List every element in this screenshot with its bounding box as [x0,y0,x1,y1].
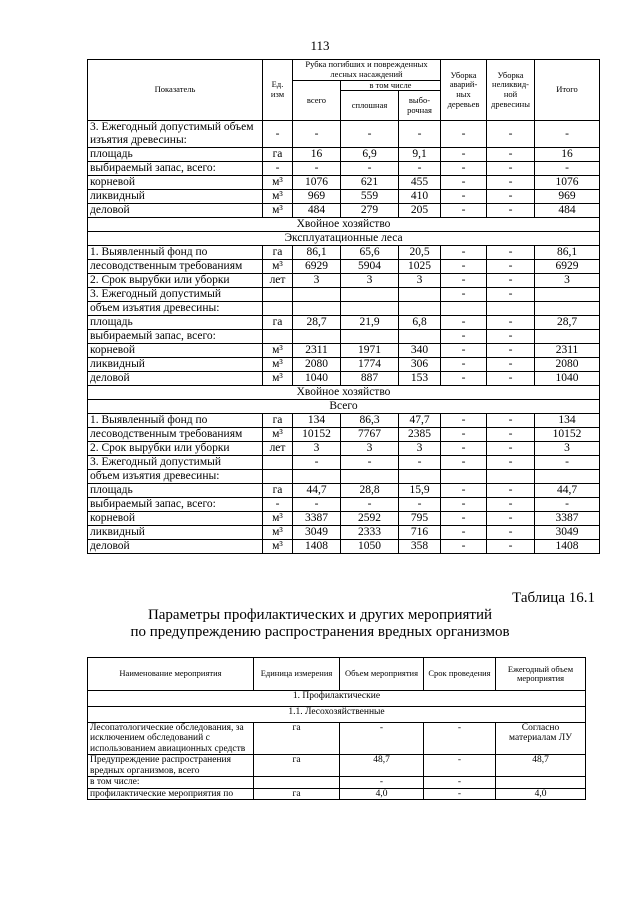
table-cell: 3387 [535,511,600,525]
table-cell [341,301,399,315]
table-cell: - [487,329,535,343]
table-cell: 484 [535,203,600,217]
table-cell: 86,1 [293,245,341,259]
table-row [88,525,600,539]
table-cell: 16 [535,147,600,161]
section-heading: Эксплуатационные леса [88,231,600,245]
table-cell: - [341,161,399,175]
table-cell [535,329,600,343]
header-incl: в том числе [341,80,441,91]
table-cell: 20,5 [399,245,441,259]
table-cell: - [441,497,487,511]
table-cell [399,301,441,315]
table-cell: - [487,161,535,175]
table-cell: 1774 [341,357,399,371]
table-cell: - [487,259,535,273]
table-row [88,511,600,525]
table-cell: 358 [399,539,441,553]
table-row [88,343,600,357]
table-cell: - [535,455,600,469]
table-cell: га [263,413,293,427]
section-heading: Всего [88,399,600,413]
table-cell: - [487,189,535,203]
table-cell: - [487,483,535,497]
measures-table-body [88,691,586,800]
table-cell: 795 [399,511,441,525]
felling-table-body [88,121,600,553]
table-cell: м³ [263,525,293,539]
table-cell: 1076 [293,175,341,189]
table-cell: 86,3 [341,413,399,427]
table-cell: 44,7 [293,483,341,497]
table-cell [254,777,340,788]
table-cell [341,287,399,301]
table-row [88,441,600,455]
table-cell: 3 [293,273,341,287]
felling-parameters-table [87,59,600,554]
table-cell: - [487,539,535,553]
table-cell: 28,7 [293,315,341,329]
table-cell: - [293,497,341,511]
table-cell: га [263,483,293,497]
table-cell: - [441,371,487,385]
table-cell: 9,1 [399,147,441,161]
table-title-line2: по предупреждению распространения вредных организмов [130,624,510,641]
table-cell: 44,7 [535,483,600,497]
header-itogo: Итого [535,60,600,121]
table-cell: 48,7 [496,755,586,777]
measure-name: в том числе: [88,777,254,788]
table-cell [263,301,293,315]
table-cell: 6929 [293,259,341,273]
table-row [88,539,600,553]
section-row [88,231,600,245]
table-cell: 1408 [535,539,600,553]
header-total: всего [293,80,341,121]
table-cell: 2333 [341,525,399,539]
table-cell: - [424,723,496,755]
table-cell: - [441,539,487,553]
table-cell: - [263,161,293,175]
table-cell: 306 [399,357,441,371]
table-cell: 1050 [341,539,399,553]
row-label: 3. Ежегодный допустимый [88,287,263,301]
table-cell: м³ [263,343,293,357]
table-cell: - [441,455,487,469]
section-heading: 1.1. Лесохозяйственные [88,707,586,723]
table-row [88,469,600,483]
table-cell [441,469,487,483]
table-cell: - [487,175,535,189]
row-label: ликвидный [88,189,263,203]
table-cell: 2080 [293,357,341,371]
table-cell: - [441,357,487,371]
table-cell: га [254,788,340,799]
table-row [88,427,600,441]
table-cell: 134 [293,413,341,427]
table-cell: 969 [293,189,341,203]
table-row [88,301,600,315]
table-cell: 3 [399,441,441,455]
table-cell: - [441,329,487,343]
t2-header-unit: Единица измерения [254,658,340,691]
table-cell [535,469,600,483]
table-cell: - [340,723,424,755]
table-cell: - [487,371,535,385]
table-cell: 48,7 [340,755,424,777]
table-cell: 28,7 [535,315,600,329]
table-cell: 7767 [341,427,399,441]
table-cell: - [293,161,341,175]
row-label: выбираемый запас, всего: [88,161,263,175]
table-cell: 410 [399,189,441,203]
table-cell: 621 [341,175,399,189]
table-cell: м³ [263,539,293,553]
table-cell: - [263,121,293,147]
table-cell: 969 [535,189,600,203]
table-row [88,329,600,343]
table-cell: 6,8 [399,315,441,329]
table-cell: - [424,755,496,777]
table-cell: га [254,723,340,755]
table-row [88,371,600,385]
row-label: 2. Срок вырубки или уборки [88,441,263,455]
table-cell: - [441,121,487,147]
table-row [88,287,600,301]
table-cell: 1025 [399,259,441,273]
table-cell: га [263,245,293,259]
table-cell: 65,6 [341,245,399,259]
table-cell: 887 [341,371,399,385]
row-label: корневой [88,175,263,189]
table-cell: - [487,273,535,287]
measure-name: Лесопатологические обследования, за исключением обследований с использованием авиационных средств [88,723,254,755]
table-cell: га [254,755,340,777]
page-number: 113 [310,38,330,53]
table-title-line1: Параметры профилактических и других мероприятий [147,607,493,623]
row-label: выбираемый запас, всего: [88,329,263,343]
table-cell: - [487,413,535,427]
table-cell: га [263,147,293,161]
table-cell: - [441,427,487,441]
row-label: объем изъятия древесины: [88,301,263,315]
t2-header-term: Срок проведения [424,658,496,691]
table-cell [293,287,341,301]
table-cell: - [441,161,487,175]
table-cell: 5904 [341,259,399,273]
table-cell [263,287,293,301]
table-cell: - [441,189,487,203]
table-cell [263,329,293,343]
row-label: корневой [88,343,263,357]
table-cell: - [341,455,399,469]
table-cell: - [487,315,535,329]
table-row [88,357,600,371]
table-cell: - [441,203,487,217]
table-cell: 3 [535,273,600,287]
header-emergency: Уборка аварий-ных деревьев [441,60,487,121]
table-cell: - [535,121,600,147]
table-cell: 10152 [293,427,341,441]
table-cell: - [441,287,487,301]
header-felling: Рубка погибших и поврежденных лесных насаждений [293,60,441,81]
table-cell: - [487,245,535,259]
table-row [88,497,600,511]
row-label: лесоводственным требованиям [88,259,263,273]
table-cell: - [399,161,441,175]
table-cell: - [487,343,535,357]
table-cell [341,329,399,343]
header-indicator: Показатель [88,60,263,121]
table-cell: 1408 [293,539,341,553]
table-cell: 3 [341,273,399,287]
section-heading: 1. Профилактические [88,691,586,707]
table-cell [441,301,487,315]
table-row [88,723,586,755]
table-cell: 153 [399,371,441,385]
header-selective: выбо-рочная [399,91,441,121]
table-cell: - [487,203,535,217]
table-cell: м³ [263,175,293,189]
measure-name: Предупреждение распространения вредных организмов, всего [88,755,254,777]
section-row [88,707,586,723]
table-cell: - [424,777,496,788]
table-cell: - [441,511,487,525]
table-cell: - [340,777,424,788]
table-cell: 3049 [293,525,341,539]
table-row [88,413,600,427]
section-row [88,691,586,707]
table-cell: 1040 [293,371,341,385]
section-row [88,399,600,413]
table-row [88,259,600,273]
section-row [88,385,600,399]
table-cell: - [487,147,535,161]
header-unit: Ед. изм [263,60,293,121]
table-row [88,245,600,259]
table-cell: - [487,357,535,371]
table-caption: Таблица 16.1 [512,590,595,606]
table-cell: 28,8 [341,483,399,497]
table-cell: 716 [399,525,441,539]
table-cell: - [487,287,535,301]
table-cell [487,469,535,483]
row-label: корневой [88,511,263,525]
table-cell: 1971 [341,343,399,357]
table-cell: 205 [399,203,441,217]
table-cell: лет [263,273,293,287]
table-cell: 2080 [535,357,600,371]
table-cell: 1076 [535,175,600,189]
table-cell: - [424,788,496,799]
row-label: ликвидный [88,357,263,371]
table-cell: 15,9 [399,483,441,497]
table-cell: - [341,497,399,511]
table-cell: 4,0 [340,788,424,799]
t2-header-annual: Ежегодный объем мероприятия [496,658,586,691]
row-label: 3. Ежегодный допустимый объем изъятия древесины: [88,121,263,147]
header-illiquid: Уборка неликвид-ной древесины [487,60,535,121]
preventive-measures-table [87,657,586,800]
row-label: деловой [88,539,263,553]
table-cell: 86,1 [535,245,600,259]
table-cell: 1040 [535,371,600,385]
row-label: площадь [88,315,263,329]
table-cell: 3049 [535,525,600,539]
table-cell: га [263,315,293,329]
row-label: выбираемый запас, всего: [88,497,263,511]
row-label: площадь [88,147,263,161]
table-row [88,175,600,189]
table-cell: - [399,497,441,511]
table-cell: 455 [399,175,441,189]
table-row [88,189,600,203]
table-cell: - [487,455,535,469]
row-label: 2. Срок вырубки или уборки [88,273,263,287]
table-cell [293,329,341,343]
table-cell: - [441,175,487,189]
table-cell [263,455,293,469]
table-cell: - [341,121,399,147]
table-cell [399,329,441,343]
table-cell: м³ [263,511,293,525]
table-cell: - [441,525,487,539]
table-cell: - [487,427,535,441]
table-cell: - [487,497,535,511]
table-cell: 2592 [341,511,399,525]
t2-header-volume: Объем мероприятия [340,658,424,691]
table-cell: - [487,121,535,147]
table-cell: 6929 [535,259,600,273]
table-cell: - [441,441,487,455]
table-cell: - [441,315,487,329]
table-cell: 6,9 [341,147,399,161]
table-cell [535,287,600,301]
table-cell: 10152 [535,427,600,441]
table-cell: 21,9 [341,315,399,329]
table-cell [293,301,341,315]
row-label: площадь [88,483,263,497]
row-label: ликвидный [88,525,263,539]
table-cell: 134 [535,413,600,427]
table-cell: - [535,161,600,175]
table-cell: - [293,455,341,469]
table-cell: - [441,245,487,259]
section-heading: Хвойное хозяйство [88,217,600,231]
section-row [88,217,600,231]
table-cell: 3 [399,273,441,287]
table-cell: 484 [293,203,341,217]
row-label: лесоводственным требованиям [88,427,263,441]
table-row [88,161,600,175]
table-cell: 3 [293,441,341,455]
table-cell: м³ [263,427,293,441]
table-cell: - [535,497,600,511]
table-cell: м³ [263,357,293,371]
table-row [88,147,600,161]
row-label: 1. Выявленный фонд по [88,413,263,427]
table-cell: 2311 [293,343,341,357]
table-cell: Согласно материалам ЛУ [496,723,586,755]
table-cell: 559 [341,189,399,203]
table-cell: лет [263,441,293,455]
row-label: деловой [88,203,263,217]
table-cell: - [487,525,535,539]
table-cell: 340 [399,343,441,357]
table-cell: 2385 [399,427,441,441]
table-cell: м³ [263,259,293,273]
table-cell: - [441,413,487,427]
table-cell: - [441,259,487,273]
table-cell: м³ [263,189,293,203]
table-title [0,607,640,642]
table-cell: 279 [341,203,399,217]
table-cell: - [293,121,341,147]
row-label: деловой [88,371,263,385]
table-cell: 4,0 [496,788,586,799]
table-row [88,273,600,287]
table-cell: м³ [263,371,293,385]
table-cell: - [399,455,441,469]
table-row [88,755,586,777]
table-cell [341,469,399,483]
table-cell [496,777,586,788]
header-clear: сплошная [341,91,399,121]
table-cell: 3 [341,441,399,455]
table-cell [263,469,293,483]
table-cell [399,287,441,301]
table-row [88,777,586,788]
section-heading: Хвойное хозяйство [88,385,600,399]
table-cell: - [487,441,535,455]
table-cell: - [263,497,293,511]
table-cell: - [441,273,487,287]
measure-name: профилактические мероприятия по [88,788,254,799]
table-row [88,483,600,497]
table-cell [535,301,600,315]
table-cell: 3387 [293,511,341,525]
table-cell [487,301,535,315]
table-cell: 47,7 [399,413,441,427]
table-cell: - [441,483,487,497]
table-row [88,203,600,217]
row-label: объем изъятия древесины: [88,469,263,483]
table-cell: 16 [293,147,341,161]
table-cell [293,469,341,483]
table-cell: 2311 [535,343,600,357]
row-label: 1. Выявленный фонд по [88,245,263,259]
table-cell: 3 [535,441,600,455]
table-cell [399,469,441,483]
table-cell: м³ [263,203,293,217]
table-row [88,315,600,329]
table-cell: - [441,147,487,161]
table-row [88,121,600,147]
t2-header-name: Наименование мероприятия [88,658,254,691]
table-row [88,455,600,469]
row-label: 3. Ежегодный допустимый [88,455,263,469]
table-cell: - [487,511,535,525]
table-cell: - [399,121,441,147]
table-cell: - [441,343,487,357]
table-row [88,788,586,799]
